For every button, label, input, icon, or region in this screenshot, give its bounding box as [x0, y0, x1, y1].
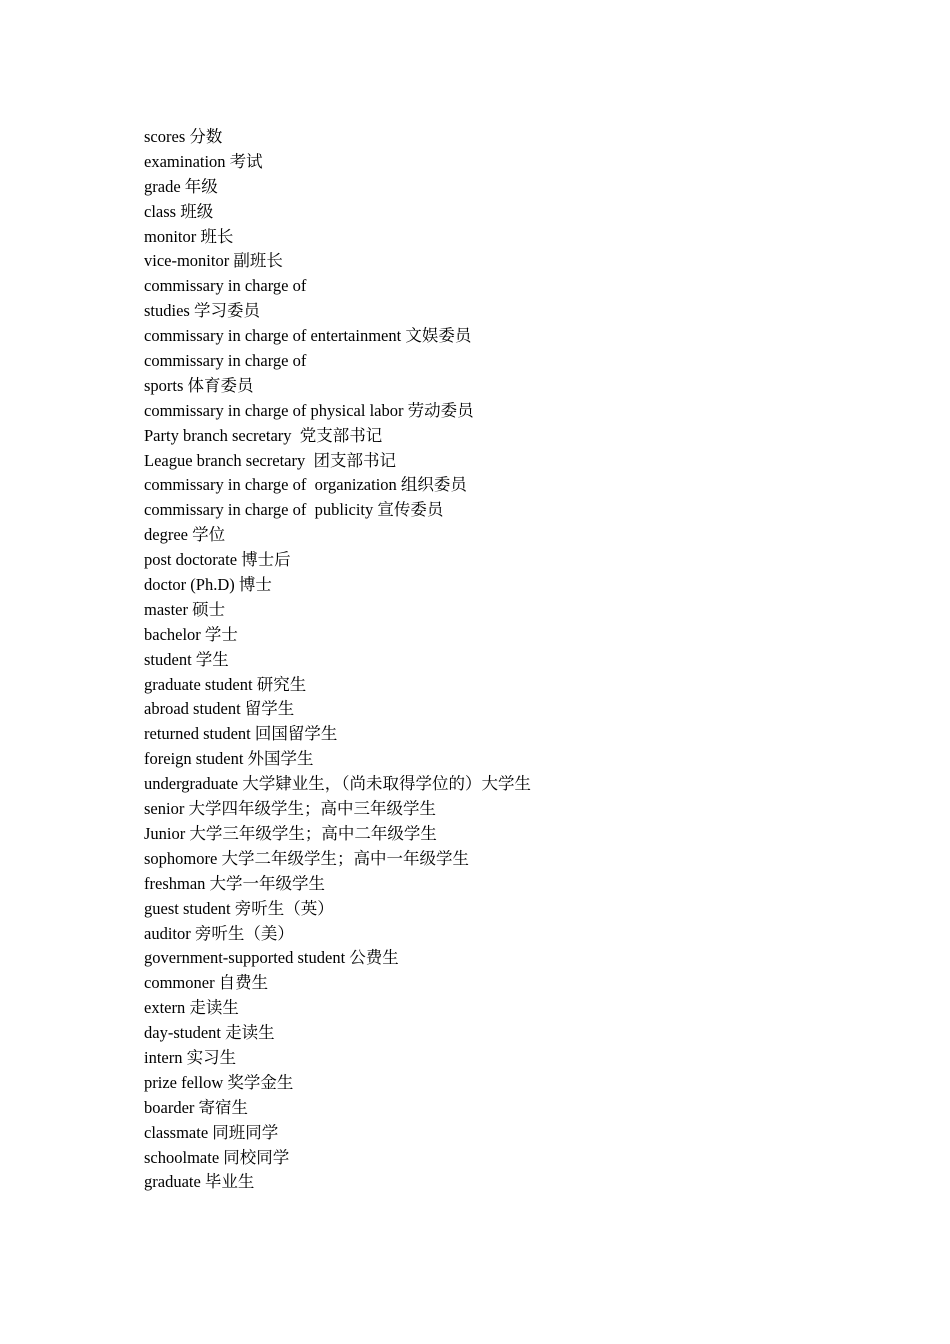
vocabulary-line: foreign student 外国学生 — [144, 749, 314, 769]
vocabulary-line: Party branch secretary 党支部书记 — [144, 425, 383, 445]
vocabulary-line: freshman 大学一年级学生 — [144, 873, 326, 893]
vocabulary-line: commissary in charge of — [144, 276, 307, 296]
vocabulary-line: commissary in charge of — [144, 351, 307, 371]
vocabulary-line: post doctorate 博士后 — [144, 550, 291, 570]
vocabulary-line: senior 大学四年级学生；高中三年级学生 — [144, 799, 436, 819]
vocabulary-list — [144, 125, 531, 1195]
vocabulary-line: Junior 大学三年级学生；高中二年级学生 — [144, 823, 437, 843]
vocabulary-line: scores 分数 — [144, 127, 223, 146]
vocabulary-line: League branch secretary 团支部书记 — [144, 450, 396, 470]
vocabulary-line: monitor 班长 — [144, 226, 234, 246]
vocabulary-line: grade 年级 — [144, 176, 218, 196]
vocabulary-line: commissary in charge of physical labor 劳动委员 — [144, 400, 474, 420]
vocabulary-line: commoner 自费生 — [144, 973, 269, 993]
vocabulary-line: sophomore 大学二年级学生；高中一年级学生 — [144, 848, 469, 868]
vocabulary-line: commissary in charge of entertainment 文娱委员 — [144, 326, 472, 346]
vocabulary-line: commissary in charge of organization 组织委员 — [144, 475, 467, 495]
vocabulary-line: degree 学位 — [144, 525, 226, 545]
vocabulary-line: extern 走读生 — [144, 998, 239, 1018]
vocabulary-line: graduate 毕业生 — [144, 1172, 255, 1192]
vocabulary-line: studies 学习委员 — [144, 301, 260, 321]
vocabulary-line: abroad student 留学生 — [144, 699, 295, 719]
vocabulary-line: guest student 旁听生（英） — [144, 898, 334, 918]
vocabulary-line: student 学生 — [144, 649, 229, 669]
vocabulary-line: undergraduate 大学肄业生，（尚未取得学位的）大学生 — [144, 774, 531, 794]
vocabulary-line: doctor (Ph.D) 博士 — [144, 575, 272, 595]
vocabulary-line: day-student 走读生 — [144, 1023, 275, 1043]
vocabulary-line: class 班级 — [144, 201, 214, 221]
vocabulary-line: intern 实习生 — [144, 1047, 237, 1067]
vocabulary-line: schoolmate 同校同学 — [144, 1147, 290, 1167]
vocabulary-line: auditor 旁听生（美） — [144, 923, 294, 943]
vocabulary-line: returned student 回国留学生 — [144, 724, 338, 744]
vocabulary-line: examination 考试 — [144, 151, 263, 171]
vocabulary-line: bachelor 学士 — [144, 624, 238, 644]
vocabulary-line: vice-monitor 副班长 — [144, 251, 283, 271]
vocabulary-line: prize fellow 奖学金生 — [144, 1072, 294, 1092]
vocabulary-line: classmate 同班同学 — [144, 1122, 279, 1142]
vocabulary-line: government-supported student 公费生 — [144, 948, 399, 968]
vocabulary-line: commissary in charge of publicity 宣传委员 — [144, 500, 444, 520]
vocabulary-line: sports 体育委员 — [144, 375, 254, 395]
vocabulary-line: boarder 寄宿生 — [144, 1097, 249, 1117]
vocabulary-line: master 硕士 — [144, 599, 226, 619]
vocabulary-line: graduate student 研究生 — [144, 674, 307, 694]
